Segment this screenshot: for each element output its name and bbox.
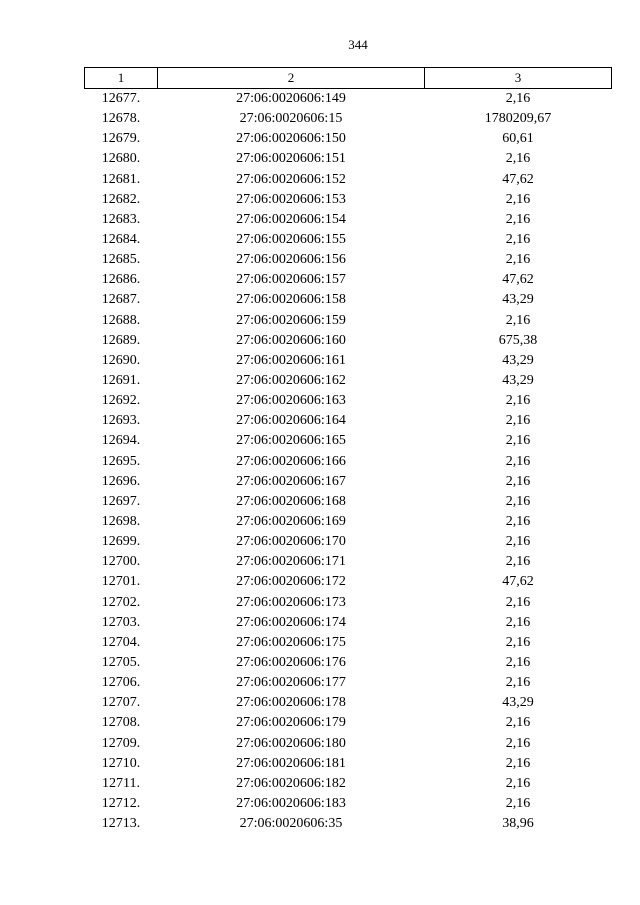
value-cell: 43,29 bbox=[502, 292, 534, 308]
value-cell: 2,16 bbox=[505, 393, 531, 409]
value-cell: 47,62 bbox=[502, 171, 534, 187]
table-row bbox=[85, 331, 612, 351]
value-cell: 2,16 bbox=[505, 91, 531, 107]
value-cell: 2,16 bbox=[505, 735, 531, 751]
row-number-cell: 12701. bbox=[101, 574, 141, 590]
cadastral-number-cell: 27:06:0020606:150 bbox=[236, 131, 346, 147]
cadastral-number-cell: 27:06:0020606:183 bbox=[236, 795, 346, 811]
row-number-cell: 12678. bbox=[101, 111, 141, 127]
row-number-cell: 12702. bbox=[101, 594, 141, 610]
row-number-cell: 12692. bbox=[101, 393, 141, 409]
table-row bbox=[85, 532, 612, 552]
table-row bbox=[85, 190, 612, 210]
value-cell: 47,62 bbox=[502, 272, 534, 288]
row-number-cell: 12709. bbox=[101, 735, 141, 751]
cadastral-number-cell: 27:06:0020606:182 bbox=[236, 775, 346, 791]
column-header-1: 1 bbox=[85, 68, 158, 89]
value-cell: 2,16 bbox=[505, 534, 531, 550]
row-number-cell: 12711. bbox=[102, 775, 140, 791]
table-row bbox=[85, 754, 612, 774]
value-cell: 2,16 bbox=[505, 191, 531, 207]
value-cell: 2,16 bbox=[505, 473, 531, 489]
cadastral-number-cell: 27:06:0020606:161 bbox=[236, 352, 346, 368]
cadastral-number-cell: 27:06:0020606:177 bbox=[236, 675, 346, 691]
column-header-2: 2 bbox=[158, 68, 425, 89]
value-cell: 2,16 bbox=[505, 755, 531, 771]
cadastral-number-cell: 27:06:0020606:156 bbox=[236, 252, 346, 268]
table-row bbox=[85, 290, 612, 310]
cadastral-number-cell: 27:06:0020606:174 bbox=[236, 614, 346, 630]
row-number-cell: 12713. bbox=[101, 816, 141, 832]
row-number-cell: 12685. bbox=[101, 252, 141, 268]
cadastral-number-cell: 27:06:0020606:153 bbox=[236, 191, 346, 207]
table-row bbox=[85, 633, 612, 653]
row-number-cell: 12683. bbox=[101, 211, 141, 227]
value-cell: 2,16 bbox=[505, 614, 531, 630]
row-number-cell: 12706. bbox=[101, 675, 141, 691]
row-number-cell: 12699. bbox=[101, 534, 141, 550]
table-row bbox=[85, 230, 612, 250]
cadastral-number-cell: 27:06:0020606:175 bbox=[236, 634, 346, 650]
table-header bbox=[85, 68, 612, 89]
table-row bbox=[85, 250, 612, 270]
row-number-cell: 12696. bbox=[101, 473, 141, 489]
value-cell: 47,62 bbox=[502, 574, 534, 590]
value-cell: 2,16 bbox=[505, 413, 531, 429]
row-number-cell: 12704. bbox=[101, 634, 141, 650]
cadastral-number-cell: 27:06:0020606:165 bbox=[236, 433, 346, 449]
row-number-cell: 12705. bbox=[101, 655, 141, 670]
row-number-cell: 12707. bbox=[101, 695, 141, 711]
cadastral-number-cell: 27:06:0020606:162 bbox=[236, 373, 346, 389]
cadastral-number-cell: 27:06:0020606:181 bbox=[236, 755, 346, 771]
cadastral-number-cell: 27:06:0020606:170 bbox=[236, 534, 346, 550]
value-cell: 2,16 bbox=[505, 514, 531, 530]
cadastral-number-cell: 27:06:0020606:158 bbox=[236, 292, 346, 308]
row-number-cell: 12708. bbox=[101, 715, 141, 731]
table-row bbox=[85, 512, 612, 532]
row-number-cell: 12710. bbox=[101, 755, 141, 771]
value-cell: 2,16 bbox=[505, 795, 531, 811]
value-cell: 2,16 bbox=[505, 634, 531, 650]
cadastral-number-cell: 27:06:0020606:172 bbox=[236, 574, 346, 590]
registry-table bbox=[84, 67, 612, 834]
value-cell: 2,16 bbox=[505, 151, 531, 167]
row-number-cell: 12690. bbox=[101, 352, 141, 368]
table-row bbox=[85, 411, 612, 431]
row-number-cell: 12682. bbox=[101, 191, 141, 207]
value-cell: 2,16 bbox=[505, 775, 531, 791]
value-cell: 1780209,67 bbox=[484, 111, 552, 127]
cadastral-number-cell: 27:06:0020606:176 bbox=[236, 655, 346, 670]
value-cell: 2,16 bbox=[505, 675, 531, 691]
table-row bbox=[85, 552, 612, 572]
cadastral-number-cell: 27:06:0020606:178 bbox=[236, 695, 346, 711]
cadastral-number-cell: 27:06:0020606:166 bbox=[236, 453, 346, 469]
row-number-cell: 12688. bbox=[101, 312, 141, 328]
row-number-cell: 12698. bbox=[101, 514, 141, 530]
cadastral-number-cell: 27:06:0020606:167 bbox=[236, 473, 346, 489]
value-cell: 38,96 bbox=[502, 816, 534, 832]
value-cell: 2,16 bbox=[505, 252, 531, 268]
value-cell: 2,16 bbox=[505, 211, 531, 227]
table-row bbox=[85, 593, 612, 613]
table-row bbox=[85, 210, 612, 230]
cadastral-number-cell: 27:06:0020606:168 bbox=[236, 493, 346, 509]
table-row bbox=[85, 774, 612, 794]
cadastral-number-cell: 27:06:0020606:152 bbox=[236, 171, 346, 187]
value-cell: 2,16 bbox=[505, 554, 531, 570]
table-row bbox=[85, 170, 612, 190]
value-cell: 43,29 bbox=[502, 695, 534, 711]
cadastral-number-cell: 27:06:0020606:164 bbox=[236, 413, 346, 429]
cadastral-number-cell: 27:06:0020606:180 bbox=[236, 735, 346, 751]
row-number-cell: 12689. bbox=[101, 332, 141, 348]
row-number-cell: 12684. bbox=[101, 232, 141, 248]
column-header-3: 3 bbox=[425, 68, 612, 89]
cadastral-number-cell: 27:06:0020606:179 bbox=[236, 715, 346, 731]
cadastral-number-cell: 27:06:0020606:154 bbox=[236, 211, 346, 227]
cadastral-number-cell: 27:06:0020606:159 bbox=[236, 312, 346, 328]
cadastral-number-cell: 27:06:0020606:35 bbox=[239, 816, 343, 832]
row-number-cell: 12694. bbox=[101, 433, 141, 449]
table-row bbox=[85, 713, 612, 733]
table-row bbox=[85, 673, 612, 693]
table-row bbox=[85, 572, 612, 592]
row-number-cell: 12691. bbox=[101, 373, 141, 389]
page-number: 344 bbox=[348, 37, 368, 52]
cadastral-number-cell: 27:06:0020606:149 bbox=[236, 91, 346, 107]
value-cell: 2,16 bbox=[505, 312, 531, 328]
value-cell: 2,16 bbox=[505, 453, 531, 469]
row-number-cell: 12703. bbox=[101, 614, 141, 630]
value-cell: 60,61 bbox=[502, 131, 534, 147]
row-number-cell: 12695. bbox=[101, 453, 141, 469]
cadastral-number-cell: 27:06:0020606:15 bbox=[239, 111, 343, 127]
table-row bbox=[85, 89, 612, 110]
value-cell: 2,16 bbox=[505, 493, 531, 509]
cadastral-number-cell: 27:06:0020606:169 bbox=[236, 514, 346, 530]
table-row bbox=[85, 452, 612, 472]
table-row bbox=[85, 431, 612, 451]
table-row bbox=[85, 492, 612, 512]
row-number-cell: 12693. bbox=[101, 413, 141, 429]
row-number-cell: 12686. bbox=[101, 272, 141, 288]
table-row bbox=[85, 351, 612, 371]
cadastral-number-cell: 27:06:0020606:155 bbox=[236, 232, 346, 248]
table-row bbox=[85, 109, 612, 129]
header-row bbox=[85, 68, 612, 89]
cadastral-number-cell: 27:06:0020606:173 bbox=[236, 594, 346, 610]
table-row bbox=[85, 693, 612, 713]
row-number-cell: 12697. bbox=[101, 493, 141, 509]
row-number-cell: 12679. bbox=[101, 131, 141, 147]
table-body bbox=[85, 89, 612, 835]
value-cell: 2,16 bbox=[505, 655, 531, 670]
row-number-cell: 12687. bbox=[101, 292, 141, 308]
value-cell: 2,16 bbox=[505, 232, 531, 248]
cadastral-number-cell: 27:06:0020606:157 bbox=[236, 272, 346, 288]
table-row bbox=[85, 391, 612, 411]
table-row bbox=[85, 653, 612, 673]
table-row bbox=[85, 129, 612, 149]
row-number-cell: 12700. bbox=[101, 554, 141, 570]
table-row bbox=[85, 814, 612, 834]
row-number-cell: 12681. bbox=[101, 171, 141, 187]
row-number-cell: 12680. bbox=[101, 151, 141, 167]
table-row bbox=[85, 311, 612, 331]
value-cell: 2,16 bbox=[505, 433, 531, 449]
cadastral-number-cell: 27:06:0020606:163 bbox=[236, 393, 346, 409]
table-row bbox=[85, 794, 612, 814]
cadastral-number-cell: 27:06:0020606:151 bbox=[236, 151, 346, 167]
value-cell: 43,29 bbox=[502, 373, 534, 389]
row-number-cell: 12712. bbox=[101, 795, 141, 811]
table-row bbox=[85, 270, 612, 290]
value-cell: 675,38 bbox=[498, 332, 538, 348]
table-row bbox=[85, 149, 612, 169]
value-cell: 2,16 bbox=[505, 594, 531, 610]
table-row bbox=[85, 613, 612, 633]
cadastral-number-cell: 27:06:0020606:160 bbox=[236, 332, 346, 348]
value-cell: 43,29 bbox=[502, 352, 534, 368]
row-number-cell: 12677. bbox=[101, 91, 141, 107]
value-cell: 2,16 bbox=[505, 715, 531, 731]
table-row bbox=[85, 472, 612, 492]
cadastral-number-cell: 27:06:0020606:171 bbox=[236, 554, 346, 570]
table-row bbox=[85, 371, 612, 391]
table-row bbox=[85, 734, 612, 754]
